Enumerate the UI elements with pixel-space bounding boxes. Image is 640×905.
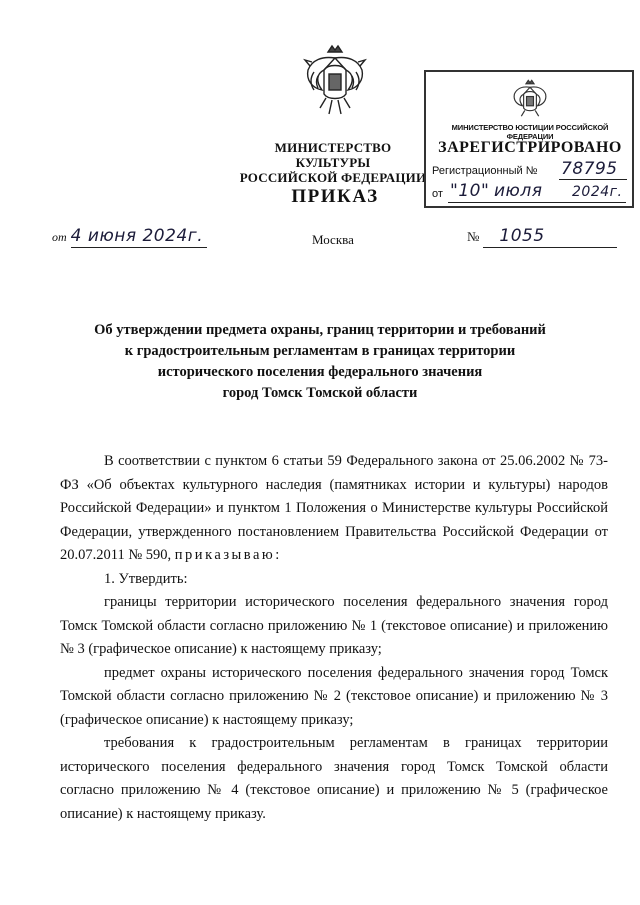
stamp-date-line — [432, 181, 632, 201]
order-body — [60, 450, 608, 826]
order-date-handwritten: 4 июня 2024г. — [71, 226, 207, 248]
body-paragraph-preamble — [60, 450, 608, 568]
order-number-prefix: № — [467, 229, 480, 244]
subject-line-4: город Томск Томской области — [222, 385, 418, 401]
stamp-date-underline — [448, 202, 626, 203]
ministry-line-2: РОССИЙСКОЙ ФЕДЕРАЦИИ — [239, 170, 427, 185]
stamp-ministry-name: МИНИСТЕРСТВО ЮСТИЦИИ РОССИЙСКОЙ ФЕДЕРАЦИИ — [451, 123, 609, 141]
subject-line-1: Об утверждении предмета охраны, границ территории и требований — [94, 322, 546, 338]
stamp-registration-number: 78795 — [559, 159, 627, 180]
order-date-line — [52, 226, 207, 248]
stamp-date-day: "10" — [450, 181, 490, 201]
stamp-registration-label: Регистрационный № — [432, 165, 538, 177]
double-headed-eagle-emblem-icon — [510, 78, 550, 122]
body-paragraph-approve: 1. Утвердить: — [104, 570, 188, 587]
body-paragraph-protection-subject: предмет охраны исторического поселения федерального значения город Томск Томской области согласно приложению № 2 (текстовое описание) и приложению № 3 (графическое описание) к настоящему приказу; — [60, 664, 608, 728]
order-title: ПРИКАЗ — [291, 186, 379, 207]
order-city: Москва — [312, 232, 354, 247]
order-number-handwritten: 1055 — [483, 226, 617, 248]
order-word: приказываю: — [174, 547, 282, 563]
double-headed-eagle-emblem-icon — [302, 42, 368, 118]
registration-stamp — [424, 70, 634, 208]
ministry-name — [238, 140, 428, 185]
stamp-date-month: июля — [494, 181, 543, 201]
order-number-line — [467, 226, 617, 248]
order-date-prefix: от — [52, 230, 67, 244]
subject-line-2: к градостроительным регламентам в границах территории — [124, 343, 516, 359]
subject-line-3: исторического поселения федерального значения — [157, 364, 483, 380]
body-paragraph-boundaries: границы территории исторического поселения федерального значения город Томск Томской области согласно приложению № 1 (текстовое описание) и приложению № 3 (графическое описание) к настоящему приказу; — [60, 594, 608, 657]
stamp-registered-label: ЗАРЕГИСТРИРОВАНО — [438, 139, 622, 156]
order-subject — [80, 320, 560, 404]
stamp-registration-number-line — [432, 159, 632, 179]
body-paragraph-requirements: требования к градостроительным регламентам в границах территории исторического поселения федерального значения город Томск Томской области согласно приложению № 4 (текстовое описание) и приложению № 5 (графическое описание) к настоящему приказу. — [60, 735, 608, 822]
ministry-line-1: МИНИСТЕРСТВО КУЛЬТУРЫ — [274, 140, 392, 170]
stamp-date-prefix: от — [432, 188, 443, 200]
stamp-date-year: 2024г. — [572, 184, 623, 200]
preamble-text: В соответствии с пунктом 6 статьи 59 Федерального закона от 25.06.2002 № 73-ФЗ «Об объектах культурного наследия (памятниках истории и культуры) народов Российской Федерации» и пунктом 1 Положения о Министерстве культуры Российской Федерации, утвержденного постановлением Правительства Российской Федерации от 20.07.2011 № 590, — [60, 453, 608, 563]
